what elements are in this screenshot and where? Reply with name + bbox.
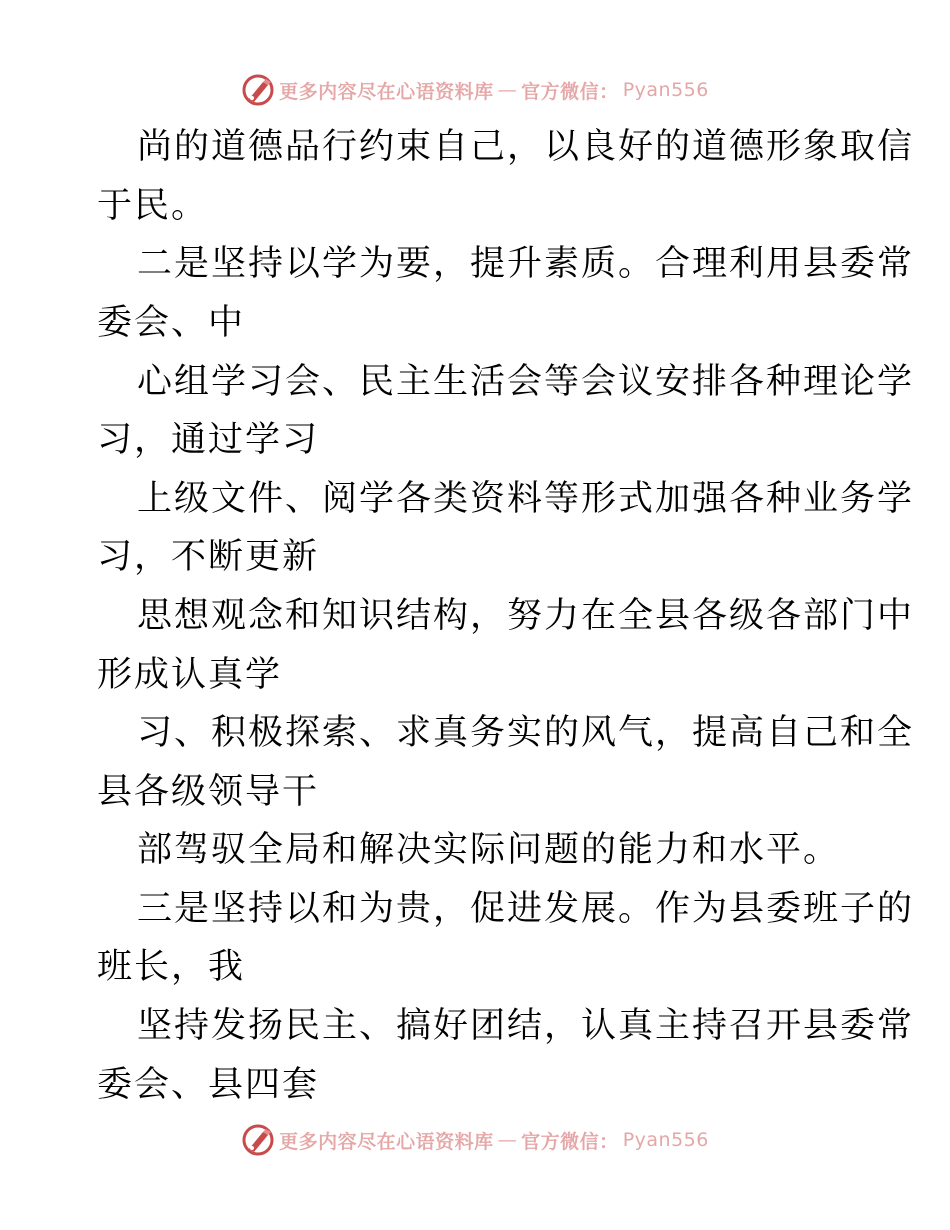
watermark-wechat-id: Pyan556: [622, 1129, 709, 1151]
text-line: 思想观念和知识结构，努力在全县各级各部门中: [137, 596, 915, 636]
pen-logo-icon: [241, 1123, 275, 1157]
watermark-group: [241, 1123, 709, 1157]
watermark-title: 更多内容尽在心语资料库: [279, 80, 494, 103]
pen-logo-icon: [241, 73, 275, 107]
text-line: 委会、中: [97, 303, 246, 343]
text-line: 于民。: [97, 186, 209, 226]
footer-watermark: [0, 1120, 950, 1160]
text-line: 心组学习会、民主生活会等会议安排各种理论学: [137, 362, 915, 402]
watermark-dash: —: [497, 79, 518, 101]
text-line: 三是坚持以和为贵，促进发展。作为县委班子的: [137, 889, 915, 929]
text-line: 上级文件、阅学各类资料等形式加强各种业务学: [137, 479, 915, 519]
text-line: 委会、县四套: [97, 1065, 320, 1105]
text-line: 坚持发扬民主、搞好团结，认真主持召开县委常: [137, 1006, 915, 1046]
text-line: 班长，我: [97, 947, 246, 987]
watermark-group: [241, 73, 709, 107]
watermark-wechat-id: Pyan556: [622, 79, 709, 101]
watermark-dash: —: [497, 1129, 518, 1151]
header-watermark: [0, 70, 950, 110]
watermark-wechat-label: 官方微信：: [521, 1130, 619, 1153]
watermark-title: 更多内容尽在心语资料库: [279, 1130, 494, 1153]
watermark-wechat-label: 官方微信：: [521, 80, 619, 103]
text-line: 尚的道德品行约束自己，以良好的道德形象取信: [137, 127, 915, 167]
text-line: 习，通过学习: [97, 420, 320, 460]
text-line: 二是坚持以学为要，提升素质。合理利用县委常: [137, 244, 915, 284]
text-line: 部驾驭全局和解决实际问题的能力和水平。: [137, 830, 841, 870]
text-line: 习，不断更新: [97, 537, 320, 577]
text-line: 县各级领导干: [97, 772, 320, 812]
text-line: 习、积极探索、求真务实的风气，提高自己和全: [137, 713, 915, 753]
text-line: 形成认真学: [97, 655, 283, 695]
